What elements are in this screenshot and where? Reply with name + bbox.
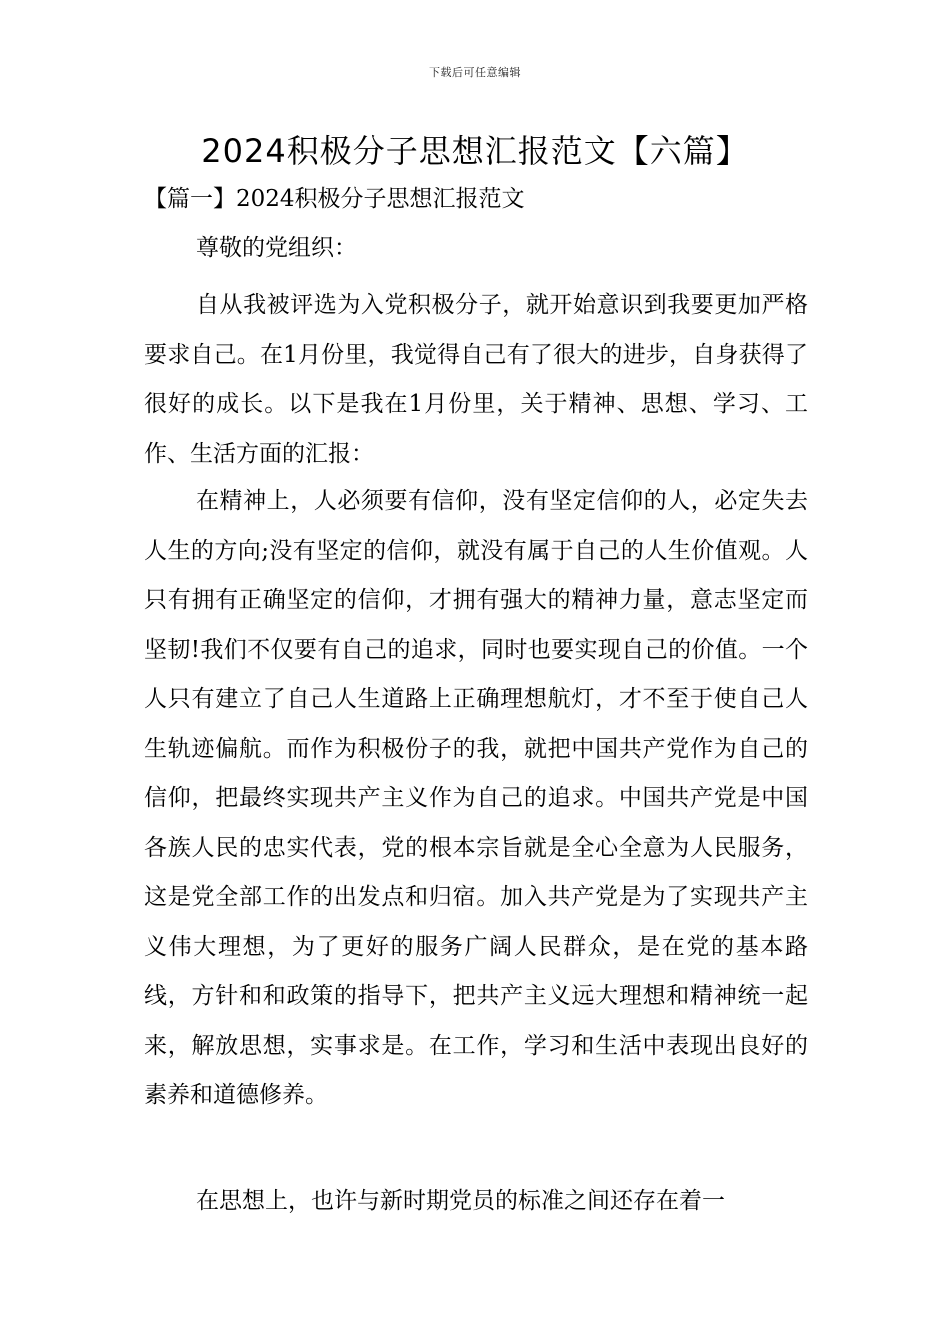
salutation: 尊敬的党组织： — [196, 235, 357, 261]
body-paragraph-3: 在思想上，也许与新时期党员的标准之间还存在着一 — [196, 1188, 725, 1214]
section-heading: 【篇一】2024积极分子思想汇报范文 — [144, 186, 525, 212]
document-title: 2024积极分子思想汇报范文【六篇】 — [201, 132, 749, 170]
body-paragraph-2: 在精神上，人必须要有信仰，没有坚定信仰的人，必定失去人生的方向;没有坚定的信仰，就没有属于自己的人生价值观。人只有拥有正确坚定的信仰，才拥有强大的精神力量，意志坚定而坚韧!我们不仅要有自己的追求，同时也要实现自己的价值。一个人只有建立了自己人生道路上正确理想航灯，才不至于使自己人生轨迹偏航。而作为积极份子的我，就把中国共产党作为自己的信仰，把最终实现共产主义作为自己的追求。中国共产党是中国各族人民的忠实代表，党的根本宗旨就是全心全意为人民服务，这是党全部工作的出发点和归宿。加入共产党是为了实现共产主义伟大理想，为了更好的服务广阔人民群众，是在党的基本路线，方针和和政策的指导下，把共产主义远大理想和精神统一起来，解放思想，实事求是。在工作，学习和生活中表现出良好的素养和道德修养。 — [144, 488, 808, 1108]
body-paragraph-1: 自从我被评选为入党积极分子，就开始意识到我要更加严格要求自己。在1月份里，我觉得自己有了很大的进步，自身获得了很好的成长。以下是我在1月份里，关于精神、思想、学习、工作、生活方面的汇报： — [144, 292, 808, 467]
header-note: 下载后可任意编辑 — [429, 66, 521, 79]
